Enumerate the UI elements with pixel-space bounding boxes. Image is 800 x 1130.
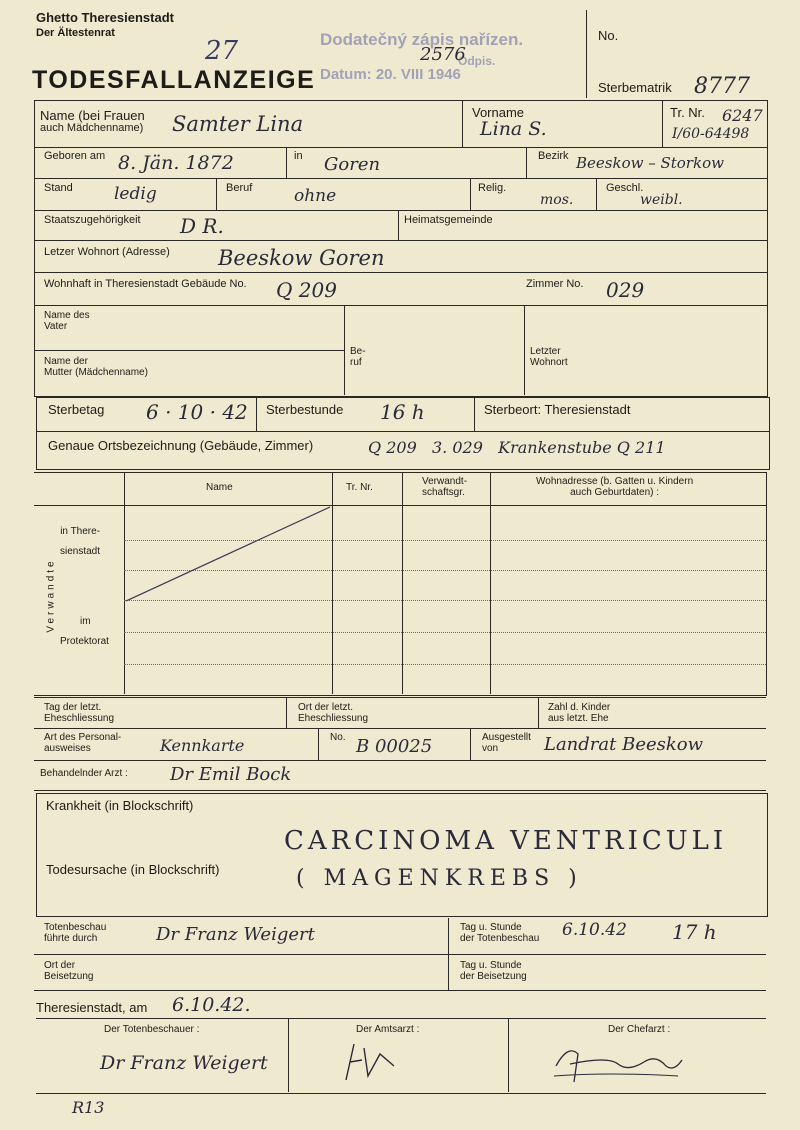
protektorat-label: Protektorat [60, 636, 109, 647]
tag-beisetzung-label: Tag u. Stunde der Beisetzung [460, 960, 527, 982]
ausweis-no-value: B 00025 [356, 736, 433, 757]
parent-beruf-label: Be- ruf [350, 346, 366, 368]
col-name: Name [206, 482, 233, 493]
wohnort-value: Beeskow Goren [218, 246, 385, 270]
ehe-tag-label: Tag der letzt. Eheschliessung [44, 702, 115, 724]
top-note: 27 [205, 36, 239, 66]
staat-value: D R. [180, 214, 224, 238]
trnr-value-2: I/60-64498 [672, 126, 750, 142]
strike-diagonal [124, 505, 334, 605]
krankheit-value: CARCINOMA VENTRICULI [284, 826, 728, 856]
in-theresienstadt-label: in There- sienstadt [60, 526, 101, 557]
chefarzt-sig-label: Der Chefarzt : [608, 1024, 671, 1035]
trnr-value: 6247 [722, 106, 763, 125]
vater-label: Name des Vater [44, 310, 90, 332]
bezirk-value: Beeskow – Storkow [576, 154, 724, 172]
beruf-value: ohne [294, 186, 337, 206]
ausgestellt-value: Landrat Beeskow [544, 734, 704, 755]
vorname-value: Lina S. [480, 118, 547, 140]
trnr-label: Tr. Nr. [670, 105, 705, 120]
totenbeschauer-signature: Dr Franz Weigert [100, 1052, 268, 1074]
stand-label: Stand [44, 182, 73, 194]
mutter-label: Name der Mutter (Mädchenname) [44, 356, 148, 378]
geschl-value: weibl. [640, 192, 683, 208]
amtsarzt-signature [340, 1040, 400, 1086]
stamp-date: Datum: 20. VIII 1946 [320, 66, 461, 83]
ausweis-no-label: No. [330, 732, 346, 743]
todesursache-value: ( MAGENKREBS ) [296, 866, 583, 891]
tag-totenbeschau-value: 6.10.42 [562, 920, 627, 940]
stunde-totenbeschau-value: 17 h [672, 920, 717, 944]
registration-stamp: Dodatečný zápis nařízen. [320, 30, 524, 49]
place-date-label: Theresienstadt, am [36, 1000, 148, 1015]
letzter-wohnort-label: Letzter Wohnort [530, 346, 568, 368]
krankheit-label: Krankheit (in Blockschrift) [46, 798, 194, 813]
geschl-label: Geschl. [606, 182, 644, 194]
stamp-odpis: Odpis. [458, 54, 496, 68]
place-date-value: 6.10.42. [172, 994, 251, 1016]
totenbeschau-value: Dr Franz Weigert [156, 924, 315, 945]
staat-label: Staatszugehörigkeit [44, 214, 141, 226]
wohnort-label: Letzer Wohnort (Adresse) [44, 246, 170, 258]
sterbematrik-value: 8777 [694, 74, 750, 99]
sterbeort-label: Sterbeort: Theresienstadt [484, 402, 631, 417]
kinder-label: Zahl d. Kinder aus letzt. Ehe [548, 702, 611, 724]
geboren-value: 8. Jän. 1872 [118, 152, 234, 174]
todesursache-label: Todesursache (in Blockschrift) [46, 862, 220, 877]
ort-beisetzung-label: Ort der Beisetzung [44, 960, 94, 982]
geboren-label: Geboren am [44, 150, 106, 162]
ortsbezeichnung-value: Q 209 3. 029 Krankenstube Q 211 [368, 438, 666, 457]
name-label: Name (bei Frauen auch Mädchenname) [40, 108, 145, 134]
stand-value: ledig [114, 184, 157, 204]
amtsarzt-sig-label: Der Amtsarzt : [356, 1024, 420, 1035]
beruf-label: Beruf [226, 182, 253, 194]
bezirk-label: Bezirk [538, 150, 569, 162]
geburtsort-label: in [294, 150, 303, 162]
col-trnr: Tr. Nr. [346, 482, 373, 493]
heimat-label: Heimatsgemeinde [404, 214, 493, 226]
sterbestunde-value: 16 h [380, 400, 425, 424]
zimmer-value: 029 [606, 278, 645, 302]
form-title: TODESFALLANZEIGE [32, 66, 316, 94]
sterbetag-label: Sterbetag [48, 402, 105, 417]
sterbetag-value: 6 · 10 · 42 [146, 400, 248, 424]
ausweis-value: Kennkarte [160, 736, 245, 755]
vorname-label: Vorname [472, 105, 525, 120]
stamp-number: 2576 [420, 44, 466, 65]
im-label: im [80, 616, 91, 627]
sterbestunde-label: Sterbestunde [266, 402, 344, 417]
zimmer-label: Zimmer No. [526, 278, 584, 290]
geburtsort-value: Goren [324, 154, 381, 175]
totenbeschauer-sig-label: Der Totenbeschauer : [104, 1024, 200, 1035]
org-name: Ghetto Theresienstadt [36, 10, 174, 25]
name-value: Samter Lina [172, 112, 304, 136]
sterbematrik-label: Sterbematrik [598, 80, 672, 95]
arzt-label: Behandelnder Arzt : [40, 768, 128, 779]
wohnhaft-value: Q 209 [276, 278, 337, 302]
relig-label: Relig. [478, 182, 507, 194]
totenbeschau-label: Totenbeschau führte durch [44, 922, 107, 944]
ausgestellt-label: Ausgestellt von [482, 732, 531, 754]
col-wohnadresse: Wohnadresse (b. Gatten u. Kindern auch Geburtdaten) : [536, 476, 694, 498]
ortsbezeichnung-label: Genaue Ortsbezeichnung (Gebäude, Zimmer) [48, 438, 314, 453]
ausweis-label: Art des Personal- ausweises [44, 732, 122, 754]
ehe-ort-label: Ort der letzt. Eheschliessung [298, 702, 369, 724]
relig-value: mos. [540, 192, 574, 208]
chefarzt-signature [548, 1042, 688, 1086]
no-label: No. [598, 28, 619, 43]
bottom-note: R13 [72, 1098, 105, 1117]
arzt-value: Dr Emil Bock [170, 764, 292, 785]
tag-totenbeschau-label: Tag u. Stunde der Totenbeschau [460, 922, 540, 944]
col-verwandtschaft: Verwandt- schaftsgr. [422, 476, 468, 498]
org-subname: Der Ältestenrat [36, 27, 115, 39]
verwandte-side-label: Verwandte [45, 558, 57, 633]
wohnhaft-label: Wohnhaft in Theresienstadt Gebäude No. [44, 278, 247, 290]
